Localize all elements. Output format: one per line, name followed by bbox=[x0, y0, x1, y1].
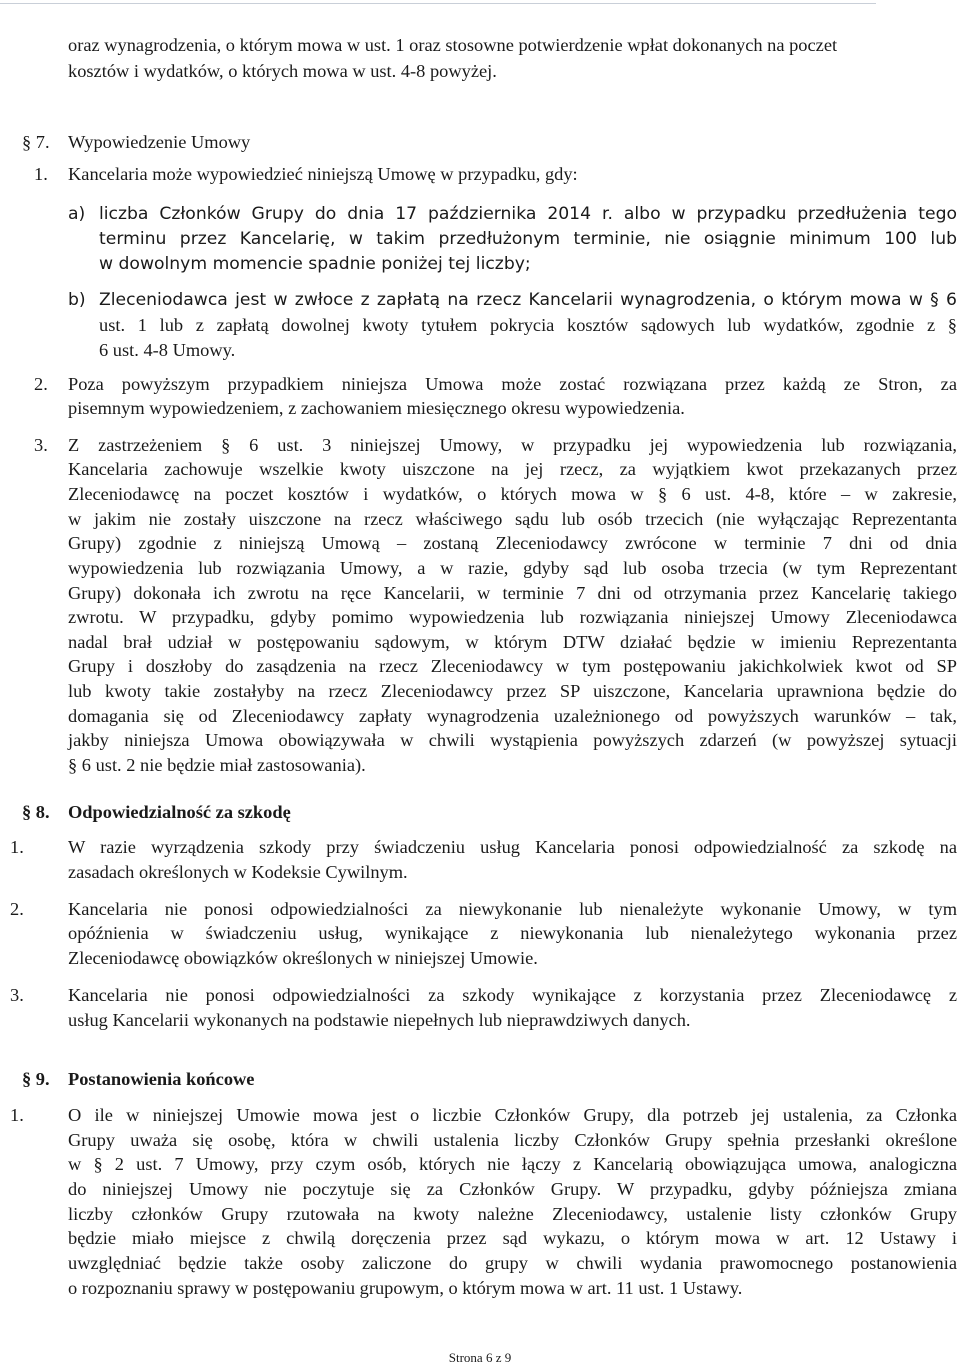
text-line: opóźnienia w świadczeniu usług, wynikające z niewykonania lub nienależytego wykonania przez bbox=[68, 923, 957, 943]
text-line: Postanowienia końcowe bbox=[68, 1069, 255, 1089]
text-line: § 9. bbox=[22, 1069, 50, 1089]
text-line: jakby niniejsza Umowa obowiązywała w chwili wystąpienia powyższych zdarzeń (w powyższej sytuacji bbox=[68, 730, 957, 750]
text-line: terminu przez Kancelarię, w takim przedłużonym terminie, nie osiągnie minimum 100 lub bbox=[99, 229, 957, 249]
text-line: uwzględniać będzie także osoby zaliczone do grupy w chwili wydania prawomocnego postanowienia bbox=[68, 1253, 957, 1273]
text-line: lub kwoty takie zostałyby na rzecz Zleceniodawcy przez SP uiszczone, Kancelaria uprawniona będzie do bbox=[68, 681, 957, 701]
text-line: usług Kancelarii wykonanych na podstawie niepełnych lub nieprawdziwych danych. bbox=[68, 1010, 691, 1030]
text-line: O ile w niniejszej Umowie mowa jest o liczbie Członków Grupy, dla potrzeb jej ustalenia, za Członka bbox=[68, 1105, 957, 1125]
text-line: § 8. bbox=[22, 802, 50, 822]
text-line: 1. bbox=[34, 164, 48, 184]
text-line: o rozpoznaniu sprawy w postępowaniu grupowym, o którym mowa w art. 11 ust. 1 Ustawy. bbox=[68, 1278, 743, 1298]
text-line: § 7. bbox=[22, 132, 50, 152]
text-line: Kancelaria może wypowiedzieć niniejszą Umowę w przypadku, gdy: bbox=[68, 164, 578, 184]
text-line: będzie miało miejsce z chwilą doręczenia przez sąd wykazu, o którym mowa w art. 12 Ustawy i bbox=[68, 1228, 957, 1248]
text-line: nadal brał udział w postępowaniu sądowym, w którym DTW działać będzie w imieniu Reprezentanta bbox=[68, 632, 957, 652]
text-line: w § 2 ust. 7 Umowy, przy czym osób, których nie łączy z Kancelarią obowiązująca umowa, analogiczna bbox=[68, 1154, 957, 1174]
text-line: Grupy) dokonała ich zwrotu na ręce Kancelarii, w terminie 7 dni od otrzymania przez Kancelarię takiego bbox=[68, 583, 957, 603]
text-line: 3. bbox=[34, 435, 48, 455]
text-line: zasadach określonych w Kodeksie Cywilnym. bbox=[68, 862, 408, 882]
page-number: Strona 6 z 9 bbox=[448, 1350, 512, 1365]
text-line: W razie wyrządzenia szkody przy świadczeniu usług Kancelaria ponosi odpowiedzialność za szkodę na bbox=[68, 837, 957, 857]
text-line: a) bbox=[68, 204, 86, 224]
text-line: wypowiedzenia lub rozwiązania Umowy, a w razie, gdyby sąd lub osoba trzecia (w tym Reprezentant bbox=[68, 558, 957, 578]
text-line: w jakim nie zostały uiszczone na rzecz właściwego sądu lub osób trzecich (nie wyłączając Reprezentanta bbox=[68, 509, 957, 529]
text-line: Kancelaria nie ponosi odpowiedzialności za niewykonanie lub nienależyte wykonanie Umowy, w tym bbox=[68, 899, 957, 919]
text-line: domagania się od Zleceniodawcy zapłaty wynagrodzenia uzależnionego od powyższych warunków – tak, bbox=[68, 706, 957, 726]
text-line: Grupy uważa się osobę, która w chwili ustalenia liczby Członków Grupy spełnia przesłanki określone bbox=[68, 1130, 957, 1150]
text-line: zwrotu. W przypadku, gdyby pomimo wypowiedzenia lub rozwiązania niniejszej Umowy Zleceniodawca bbox=[68, 607, 957, 627]
text-line: 6 ust. 4-8 Umowy. bbox=[99, 340, 236, 360]
text-line: kosztów i wydatków, o których mowa w ust. 4-8 powyżej. bbox=[68, 61, 497, 81]
text-line: Kancelaria nie ponosi odpowiedzialności za szkody wynikające z korzystania przez Zleceniodawcę z bbox=[68, 985, 957, 1005]
text-line: § 6 ust. 2 nie będzie miał zastosowania). bbox=[68, 755, 366, 775]
text-line: 2. bbox=[34, 374, 48, 394]
text-line: liczby członków Grupy rzutowała na kwoty należne Zleceniodawcy, ustalenie listy członków Grupy bbox=[68, 1204, 957, 1224]
text-line: Zleceniodawca jest w zwłoce z zapłatą na rzecz Kancelarii wynagrodzenia, o którym mowa w § 6 bbox=[99, 290, 957, 310]
text-line: pisemnym wypowiedzeniem, z zachowaniem miesięcznego okresu wypowiedzenia. bbox=[68, 398, 685, 418]
text-line: b) bbox=[68, 290, 86, 310]
text-line: 3. bbox=[10, 985, 24, 1005]
text-line: Grupy i doszłoby do zasądzenia na rzecz Zleceniodawcy w tym postępowaniu jakichkolwiek kwot od SP bbox=[68, 656, 957, 676]
text-line: 1. bbox=[10, 837, 24, 857]
text-line: Kancelaria zachowuje wszelkie kwoty uiszczone na jej rzecz, za wyjątkiem kwot przekazanych przez bbox=[68, 459, 957, 479]
text-line: Zleceniodawcę na poczet kosztów i wydatków, o których mowa w § 6 ust. 4-8, które – w zakresie, bbox=[68, 484, 957, 504]
text-line: w dowolnym momencie spadnie poniżej tej liczby; bbox=[99, 254, 531, 274]
text-line: oraz wynagrodzenia, o którym mowa w ust. 1 oraz stosowne potwierdzenie wpłat dokonanych na poczet bbox=[68, 35, 838, 55]
text-line: Grupy) zgodnie z niniejszą Umową – zostaną Zleceniodawcy zwrócone w terminie 7 dni od dnia bbox=[68, 533, 957, 553]
text-line: Z zastrzeżeniem § 6 ust. 3 niniejszej Umowy, w przypadku jej wypowiedzenia lub rozwiązania, bbox=[68, 435, 957, 455]
header-rule bbox=[0, 3, 876, 4]
text-line: Odpowiedzialność za szkodę bbox=[68, 802, 291, 822]
text-line: Poza powyższym przypadkiem niniejsza Umowa może zostać rozwiązana przez każdą ze Stron, za bbox=[68, 374, 957, 394]
text-line: ust. 1 lub z zapłatą dowolnej kwoty tytułem pokrycia kosztów sądowych lub wydatków, zgodnie z § bbox=[99, 315, 957, 335]
text-line: Zleceniodawcę obowiązków określonych w niniejszej Umowie. bbox=[68, 948, 538, 968]
text-line: 2. bbox=[10, 899, 24, 919]
text-line: 1. bbox=[10, 1105, 24, 1125]
text-line: Wypowiedzenie Umowy bbox=[68, 132, 251, 152]
text-line: liczba Członków Grupy do dnia 17 października 2014 r. albo w przypadku przedłużenia tego bbox=[99, 204, 957, 224]
text-line: do niniejszej Umowy nie poczytuje się za Członków Grupy. W przypadku, gdyby późniejsza zmiana bbox=[68, 1179, 957, 1199]
